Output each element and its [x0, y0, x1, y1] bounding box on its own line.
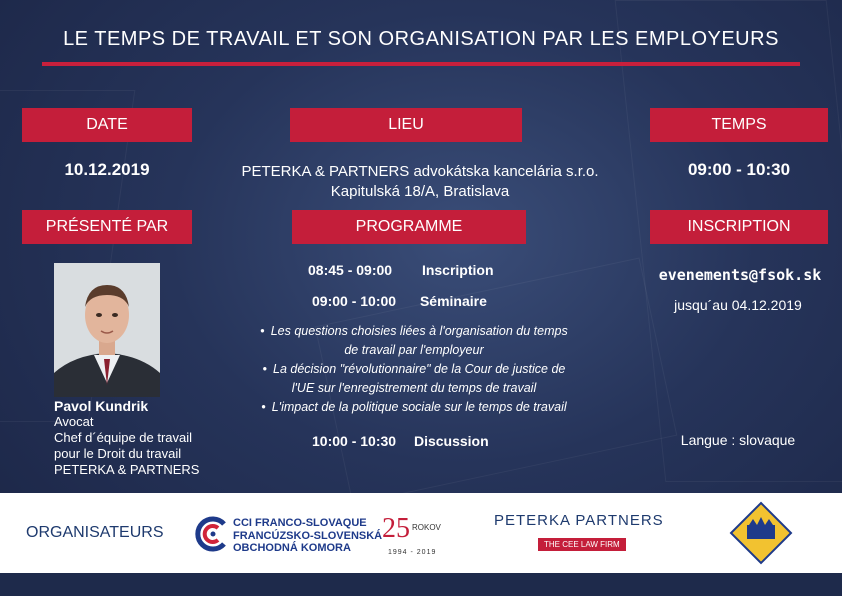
presenter-info [54, 398, 199, 478]
lieu-label: LIEU [290, 108, 522, 142]
cci-25-anniversary: 25 [382, 513, 410, 544]
lieu-line1: PETERKA & PARTNERS advokátska kancelária s.r.o. [241, 163, 599, 180]
programme-row-seminaire [312, 293, 487, 309]
chamber-seal-icon [729, 501, 793, 565]
presenter-name: Pavol Kundrik [54, 398, 149, 414]
cci-line3: OBCHODNÁ KOMORA [233, 542, 351, 554]
temps-value: 09:00 - 10:30 [687, 160, 791, 179]
topic-item: • L'impact de la politique sociale sur le temps de travail [261, 400, 567, 414]
lieu-address [230, 162, 610, 202]
topic-item-cont: l'UE sur l'enregistrement du temps de travail [291, 381, 537, 395]
page-title: LE TEMPS DE TRAVAIL ET SON ORGANISATION PAR LES EMPLOYEURS [63, 28, 779, 50]
footer-strip [0, 573, 842, 596]
cci-rokov: ROKOV [412, 523, 441, 532]
peterka-tagline: THE CEE LAW FIRM [538, 538, 626, 551]
programme-label: PROGRAMME [292, 210, 526, 244]
cci-line1: CCI FRANCO-SLOVAQUE [233, 517, 367, 529]
programme-title: Séminaire [419, 293, 487, 309]
presenter-role3: pour le Droit du travail [54, 446, 182, 461]
date-label: DATE [22, 108, 192, 142]
organisateurs-label: ORGANISATEURS [26, 524, 164, 541]
inscription-deadline: jusqu´au 04.12.2019 [674, 297, 802, 313]
cci-name [233, 517, 382, 555]
presenter-role4: PETERKA & PARTNERS [54, 462, 200, 477]
inscription-email[interactable]: evenements@fsok.sk [658, 266, 822, 284]
programme-time: 08:45 - 09:00 [308, 262, 393, 278]
presenter-role1: Avocat [54, 414, 94, 429]
peterka-logo: PETERKA PARTNERS [494, 512, 664, 529]
topic-item: • Les questions choisies liées à l'organisation du temps [260, 324, 568, 338]
presenter-photo [54, 263, 160, 397]
date-value: 10.12.2019 [64, 160, 150, 179]
programme-title: Inscription [421, 262, 494, 278]
lieu-line2: Kapitulská 18/A, Bratislava [330, 183, 510, 200]
programme-row-inscription [308, 262, 494, 278]
programme-time: 10:00 - 10:30 [312, 433, 397, 449]
footer [0, 493, 842, 573]
programme-row-discussion [312, 433, 489, 449]
topic-item-cont: de travail par l'employeur [344, 343, 484, 357]
cci-line2: FRANCÚZSKO-SLOVENSKÁ [233, 529, 383, 542]
presenter-role2: Chef d´équipe de travail [54, 430, 193, 445]
programme-time: 09:00 - 10:00 [312, 293, 397, 309]
topic-item: • La décision "révolutionnaire" de la Cour de justice de [262, 362, 566, 376]
cci-logo-icon [194, 516, 230, 552]
programme-title: Discussion [413, 433, 489, 449]
temps-label: TEMPS [650, 108, 828, 142]
programme-topics [240, 322, 588, 417]
inscription-label: INSCRIPTION [650, 210, 828, 244]
presente-label: PRÉSENTÉ PAR [22, 210, 192, 244]
langue-text: Langue : slovaque [680, 432, 796, 448]
title-divider [42, 62, 800, 66]
cci-years: 1994 - 2019 [388, 549, 437, 556]
